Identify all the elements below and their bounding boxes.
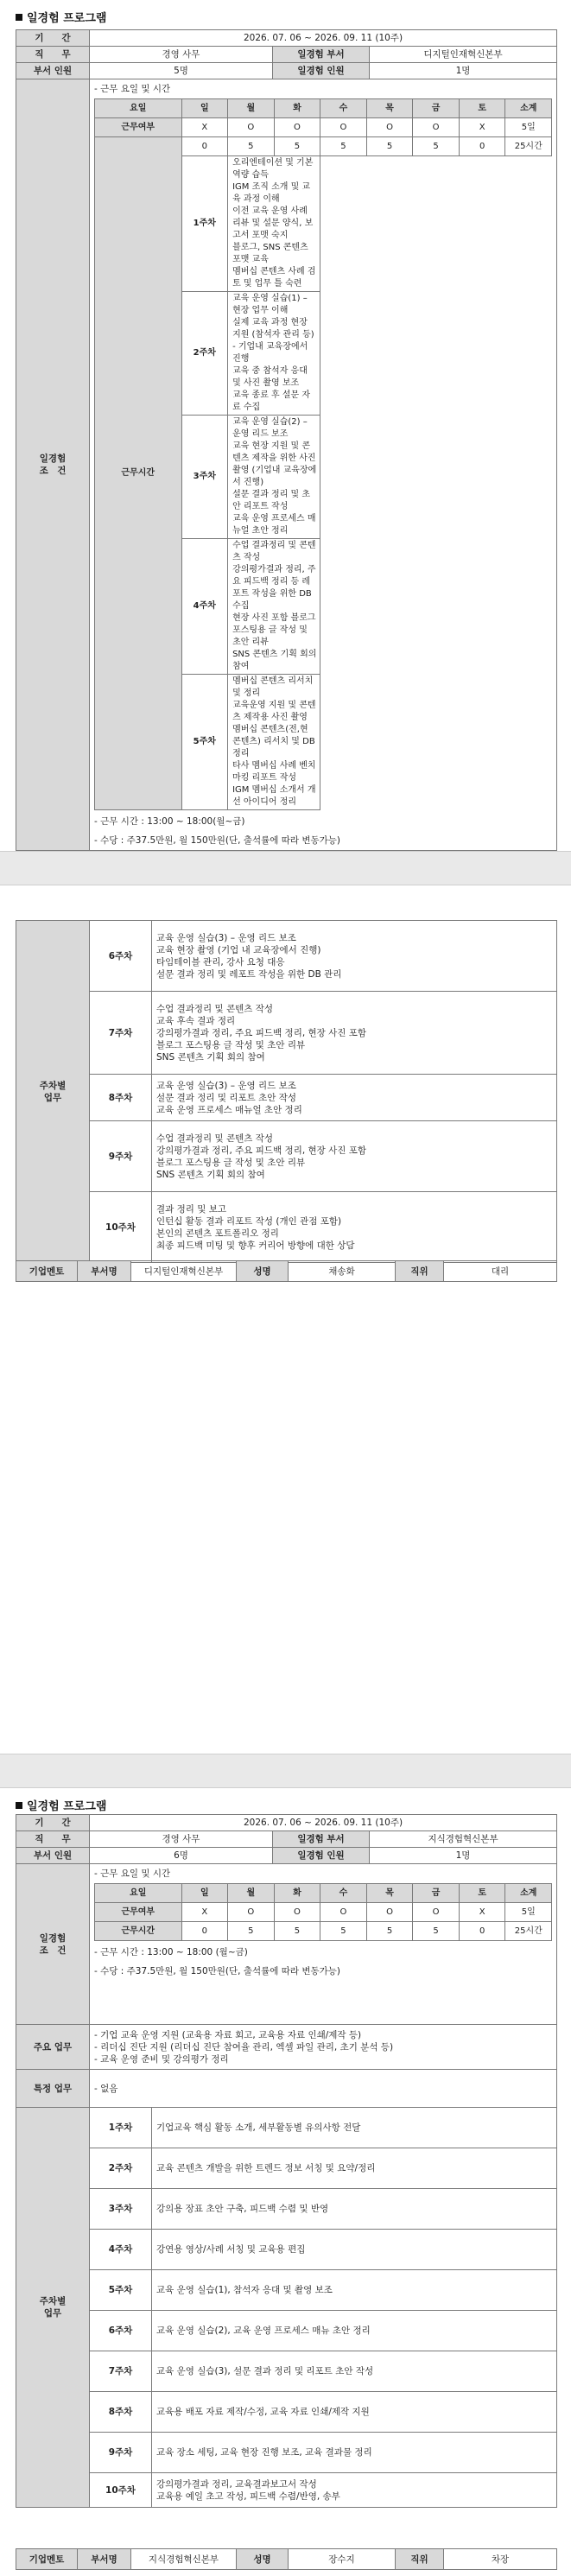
week-tasks <box>152 1192 557 1263</box>
schedule-row <box>95 1884 552 1903</box>
week-row <box>16 2351 557 2392</box>
week-row <box>16 2311 557 2351</box>
schedule-cell: 수 <box>320 99 367 118</box>
week-row <box>16 2392 557 2433</box>
mentor-table <box>16 1260 557 1282</box>
week-task: IGM 멤버십 소개서 개선 아이디어 정리 <box>232 785 316 807</box>
schedule-row <box>95 99 552 118</box>
week-task: 최종 피드백 미팅 및 향후 커리어 방향에 대한 상담 <box>156 1240 355 1251</box>
schedule-cell: 근무시간 <box>95 137 182 810</box>
schedule-cell: 일 <box>181 1884 228 1903</box>
job-value: 경영 사무 <box>90 47 273 63</box>
section-title: 일경험 프로그램 <box>16 9 106 25</box>
week-tasks <box>228 416 320 539</box>
week-task: 멤버십 콘텐츠(전,현 콘텐츠) 리서치 및 DB 정리 <box>232 725 315 758</box>
page-1 <box>0 0 571 851</box>
week-row <box>16 2230 557 2270</box>
week-row <box>16 2473 557 2508</box>
condition-heading: - 근무 요일 및 시간 <box>94 84 171 94</box>
condition-cell <box>90 1864 557 2025</box>
dept-label: 부서명 <box>78 1261 131 1282</box>
mentor-table <box>16 2548 557 2570</box>
week-label: 3주차 <box>181 416 228 539</box>
mentor-label: 기업멘토 <box>16 2549 78 2570</box>
week-row <box>16 1075 557 1121</box>
special-value: - 없음 <box>90 2070 557 2108</box>
schedule-cell: 월 <box>228 99 275 118</box>
name-value: 채송화 <box>289 1261 396 1282</box>
week-tasks <box>152 2351 557 2392</box>
main-duty-cell <box>90 2025 557 2070</box>
week-task: 설문 결과 정리 및 리포트 초안 작성 <box>156 1092 297 1103</box>
square-bullet-icon <box>16 14 22 21</box>
period-value: 2026. 07. 06 ~ 2026. 09. 11 (10주) <box>90 30 557 47</box>
week-tasks <box>228 539 320 675</box>
page-2 <box>0 885 571 1754</box>
schedule-cell: 근무여부 <box>95 118 182 137</box>
dept-label: 일경험 부서 <box>273 1831 370 1848</box>
program-table <box>16 29 557 957</box>
week-task: 타임테이블 관리, 강사 요청 대응 <box>156 956 285 968</box>
page-gap <box>0 1754 571 1788</box>
week-row <box>16 2433 557 2473</box>
period-label: 기 간 <box>16 30 90 47</box>
week-task: 교육 운영 실습(3) – 운영 리드 보조 <box>156 1080 296 1091</box>
week-task: 설문 결과 정리 및 초안 리포트 작성 <box>232 490 311 511</box>
week-label: 8주차 <box>90 2392 152 2433</box>
dept-label: 부서명 <box>78 2549 131 2570</box>
week-label: 2주차 <box>90 2148 152 2189</box>
name-label: 성명 <box>237 1261 289 1282</box>
period-value: 2026. 07. 06 ~ 2026. 09. 11 (10주) <box>90 1815 557 1831</box>
schedule-cell: O <box>274 118 320 137</box>
schedule-cell: 25시간 <box>505 1922 552 1941</box>
schedule-cell: O <box>228 1903 275 1922</box>
schedule-cell: 5 <box>274 137 320 156</box>
program-table <box>16 1814 557 2508</box>
schedule-cell: 금 <box>413 99 460 118</box>
schedule-cell: O <box>320 1903 367 1922</box>
week-task: 인턴십 활동 결과 리포트 작성 (개인 관점 포함) <box>156 1215 342 1227</box>
position-value: 대리 <box>444 1261 557 1282</box>
week-label: 4주차 <box>90 2230 152 2270</box>
schedule-cell: 목 <box>366 1884 413 1903</box>
schedule-cell: 토 <box>459 1884 505 1903</box>
week-task: 수업 결과정리 및 콘텐츠 작성 <box>156 1003 274 1014</box>
schedule-cell: 화 <box>274 1884 320 1903</box>
week-tasks <box>152 2148 557 2189</box>
schedule-cell: O <box>366 118 413 137</box>
schedule-cell: 요일 <box>95 99 182 118</box>
square-bullet-icon <box>16 1802 22 1809</box>
schedule-cell: 5일 <box>505 1903 552 1922</box>
week-label: 10주차 <box>90 1192 152 1263</box>
week-task: 교육 장소 세팅, 교육 현장 진행 보조, 교육 결과물 정리 <box>156 2447 372 2458</box>
week-label: 6주차 <box>90 2311 152 2351</box>
week-task: SNS 콘텐츠 기획 회의 참여 <box>232 650 317 671</box>
period-label: 기 간 <box>16 1815 90 1831</box>
week-row <box>16 1192 557 1263</box>
schedule-cell: 일 <box>181 99 228 118</box>
schedule-cell: 요일 <box>95 1884 182 1903</box>
main-duty-label: 주요 업무 <box>16 2025 90 2070</box>
allowance: - 수당 : 주37.5만원, 월 150만원(단, 출석률에 따라 변동가능) <box>94 835 341 846</box>
position-value: 차장 <box>444 2549 557 2570</box>
schedule-cell: 5 <box>228 1922 275 1941</box>
schedule-cell: 근무여부 <box>95 1903 182 1922</box>
schedule-cell: 25시간 <box>505 137 552 156</box>
week-row <box>16 2270 557 2311</box>
job-value: 경영 사무 <box>90 1831 273 1848</box>
schedule-cell: O <box>320 118 367 137</box>
schedule-row <box>95 137 552 156</box>
week-task: 결과 정리 및 보고 <box>156 1203 227 1215</box>
schedule-cell: X <box>459 118 505 137</box>
schedule-cell: 소계 <box>505 1884 552 1903</box>
week-tasks <box>152 2392 557 2433</box>
weekly-label: 주차별 업무 <box>16 2108 90 2508</box>
week-task: 교육용 예일 초고 작성, 피드백 수렴/반영, 송부 <box>156 2490 340 2502</box>
week-task: 교육 운영 실습(2) – 운영 리드 보조 <box>232 417 308 439</box>
week-tasks <box>152 2189 557 2230</box>
week-label: 7주차 <box>90 992 152 1075</box>
schedule-cell: 5 <box>366 1922 413 1941</box>
schedule-cell: X <box>459 1903 505 1922</box>
week-label: 8주차 <box>90 1075 152 1121</box>
ppl-value: 1명 <box>370 63 557 79</box>
week-tasks <box>152 2433 557 2473</box>
schedule-cell: 5 <box>413 1922 460 1941</box>
ppl-label: 일경험 인원 <box>273 1848 370 1864</box>
week-task: 현장 사진 포함 블로그 포스팅용 글 작성 및 초안 리뷰 <box>232 613 316 647</box>
schedule-cell: 0 <box>181 1922 228 1941</box>
week-task: 교육 콘텐츠 개발을 위한 트렌드 정보 서칭 및 요약/정리 <box>156 2163 376 2173</box>
week-task: 강의평가결과 정리, 주요 피드백 정리, 현장 사진 포함 <box>156 1027 367 1038</box>
week-tasks <box>228 292 320 416</box>
page-gap <box>0 851 571 885</box>
schedule-cell: 화 <box>274 99 320 118</box>
condition-label: 일경험 조 건 <box>16 1864 90 2025</box>
staff-value: 6명 <box>90 1848 273 1864</box>
schedule-cell: 5 <box>274 1922 320 1941</box>
dept-value: 디지털인재혁신본부 <box>370 47 557 63</box>
week-task: 교육 현장 지원 및 콘텐츠 제작을 위한 사진 촬영 (기업내 교육장에서 진행) <box>232 441 317 487</box>
dept-value: 지식경험혁신본부 <box>370 1831 557 1848</box>
week-row <box>16 2108 557 2148</box>
main-duty-1: - 기업 교육 운영 지원 (교육용 자료 회고, 교육용 자료 인쇄/제작 등) <box>94 2029 362 2040</box>
week-task: SNS 콘텐츠 기획 회의 참여 <box>156 1169 265 1180</box>
week-row <box>16 992 557 1075</box>
schedule-cell: O <box>228 118 275 137</box>
week-task: 블로그 포스팅용 글 작성 및 초안 리뷰 <box>156 1039 306 1050</box>
week-task: 강의평가결과 정리, 주요 피드백 정리, 현장 사진 포함 <box>156 1145 367 1156</box>
schedule-row <box>95 118 552 137</box>
schedule-cell: X <box>181 1903 228 1922</box>
week-label: 9주차 <box>90 1121 152 1192</box>
week-tasks <box>152 2270 557 2311</box>
week-task: 교육 종료 후 설문 자료 수집 <box>232 390 311 412</box>
week-label: 1주차 <box>181 156 228 292</box>
week-task: 블로그, SNS 콘텐츠 포맷 교육 <box>232 243 308 264</box>
schedule-table <box>94 1883 552 1941</box>
week-tasks <box>152 992 557 1075</box>
week-tasks <box>152 2311 557 2351</box>
week-label: 5주차 <box>90 2270 152 2311</box>
staff-value: 5명 <box>90 63 273 79</box>
week-task: 멤버십 콘텐츠 사례 검토 및 업무 틀 숙련 <box>232 267 316 289</box>
week-tasks <box>228 156 320 292</box>
week-tasks <box>152 2230 557 2270</box>
dept-value: 지식경험혁신본부 <box>131 2549 237 2570</box>
position-label: 직위 <box>396 2549 444 2570</box>
schedule-cell: O <box>413 118 460 137</box>
week-task: SNS 콘텐츠 기획 회의 참여 <box>156 1051 265 1063</box>
week-task: 교육 운영 실습(1) – 현장 업무 이해 <box>232 294 308 315</box>
schedule-table <box>94 98 552 810</box>
week-task: 강의평가결과 정리, 교육결과보고서 작성 <box>156 2478 317 2490</box>
staff-label: 부서 인원 <box>16 1848 90 1864</box>
week-task: 설문 결과 정리 및 레포트 작성을 위한 DB 관리 <box>156 968 342 980</box>
week-tasks <box>152 921 557 992</box>
week-tasks <box>228 675 320 810</box>
week-tasks <box>152 1121 557 1192</box>
name-label: 성명 <box>237 2549 289 2570</box>
week-task: 교육 운영 실습(3), 설문 결과 정리 및 리포트 초안 작성 <box>156 2366 374 2376</box>
schedule-cell: O <box>274 1903 320 1922</box>
week-task: 교육 운영 실습(2), 교육 운영 프로세스 매뉴 초안 정리 <box>156 2325 371 2336</box>
schedule-cell: 5 <box>320 1922 367 1941</box>
week-label: 3주차 <box>90 2189 152 2230</box>
week-task: 멤버십 콘텐츠 리서치 및 정리 <box>232 676 314 698</box>
section-title: 일경험 프로그램 <box>16 1797 106 1813</box>
main-duty-3: - 교육 운영 준비 및 강의평가 정리 <box>94 2053 229 2065</box>
week-task: 교육 운영 프로세스 매뉴얼 초안 정리 <box>156 1104 302 1115</box>
condition-heading: - 근무 요일 및 시간 <box>94 1869 171 1879</box>
schedule-cell: 5 <box>320 137 367 156</box>
week-tasks <box>152 2108 557 2148</box>
week-row <box>16 2189 557 2230</box>
week-task: 오리엔테이션 및 기본 역량 습득 <box>232 158 314 180</box>
work-hours: - 근무 시간 : 13:00 ~ 18:00(월~금) <box>94 816 245 827</box>
schedule-cell: 근무시간 <box>95 1922 182 1941</box>
schedule-cell: 0 <box>459 137 505 156</box>
schedule-cell: 금 <box>413 1884 460 1903</box>
week-label: 1주차 <box>90 2108 152 2148</box>
week-task: 강의용 장표 초안 구축, 피드백 수렴 및 반영 <box>156 2204 329 2214</box>
position-label: 직위 <box>396 1261 444 1282</box>
staff-label: 부서 인원 <box>16 63 90 79</box>
week-label: 2주차 <box>181 292 228 416</box>
week-label: 9주차 <box>90 2433 152 2473</box>
main-duty-2: - 리더십 진단 지원 (리더십 진단 참여율 관리, 엑셀 파일 관리, 초기 분석 등) <box>94 2041 394 2053</box>
job-label: 직 무 <box>16 47 90 63</box>
week-task: 교육운영 지원 및 콘텐츠 제작용 사진 촬영 <box>232 701 316 722</box>
allowance: - 수당 : 주37.5만원, 월 150만원(단, 출석률에 따라 변동가능) <box>94 1966 341 1976</box>
week-task: 교육 운영 실습(3) – 운영 리드 보조 <box>156 932 296 943</box>
special-label: 특정 업무 <box>16 2070 90 2108</box>
week-label: 5주차 <box>181 675 228 810</box>
week-label: 4주차 <box>181 539 228 675</box>
schedule-cell: 0 <box>459 1922 505 1941</box>
week-task: 교육용 배포 자료 제작/수정, 교육 자료 인쇄/제작 지원 <box>156 2407 370 2417</box>
schedule-cell: 5 <box>413 137 460 156</box>
week-task: 실제 교육 과정 현장 지원 (참석자 관리 등) - 기업내 교육장에서 진행 <box>232 318 314 364</box>
week-task: 교육 후속 결과 정리 <box>156 1015 236 1026</box>
schedule-cell: 목 <box>366 99 413 118</box>
schedule-cell: X <box>181 118 228 137</box>
dept-value: 디지털인재혁신본부 <box>131 1261 237 1282</box>
week-row <box>16 1121 557 1192</box>
condition-label: 일경험 조 건 <box>16 79 90 851</box>
schedule-cell: 월 <box>228 1884 275 1903</box>
week-task: 교육 운영 프로세스 매뉴얼 초안 정리 <box>232 514 316 536</box>
week-task: 타사 멤버십 사례 벤치마킹 리포트 작성 <box>232 761 316 783</box>
ppl-value: 1명 <box>370 1848 557 1864</box>
mentor-label: 기업멘토 <box>16 1261 78 1282</box>
schedule-cell: 토 <box>459 99 505 118</box>
schedule-cell: 수 <box>320 1884 367 1903</box>
week-task: 기업교육 핵심 활동 소개, 세부활동별 유의사항 전달 <box>156 2122 361 2133</box>
week-task: 강의평가결과 정리, 주요 피드백 정리 등 레포트 작성을 위한 DB수집 <box>232 565 316 611</box>
schedule-row <box>95 1922 552 1941</box>
week-task: IGM 조직 소개 및 교육 과정 이해 <box>232 182 311 204</box>
week-row <box>16 2148 557 2189</box>
schedule-cell: 0 <box>181 137 228 156</box>
name-value: 장수지 <box>289 2549 396 2570</box>
condition-cell <box>90 79 557 851</box>
week-task: 수업 결과정리 및 콘텐츠 작성 <box>232 541 316 562</box>
week-label: 6주차 <box>90 921 152 992</box>
schedule-cell: 5 <box>366 137 413 156</box>
week-tasks <box>152 2473 557 2508</box>
work-hours: - 근무 시간 : 13:00 ~ 18:00 (월~금) <box>94 1947 248 1957</box>
week-task: 본인의 콘텐츠 포트폴리오 정리 <box>156 1228 279 1239</box>
week-task: 교육 운영 실습(1), 참석자 응대 및 촬영 보조 <box>156 2285 333 2295</box>
week-row <box>16 921 557 992</box>
page-3 <box>0 1788 571 2576</box>
dept-label: 일경험 부서 <box>273 47 370 63</box>
schedule-row <box>95 1903 552 1922</box>
schedule-cell: O <box>413 1903 460 1922</box>
schedule-cell: 5 <box>228 137 275 156</box>
week-task: 이전 교육 운영 사례 리뷰 및 설문 양식, 보고서 포맷 숙지 <box>232 206 314 240</box>
week-tasks <box>152 1075 557 1121</box>
week-task: 수업 결과정리 및 콘텐츠 작성 <box>156 1133 274 1144</box>
schedule-cell: 5일 <box>505 118 552 137</box>
schedule-cell: O <box>366 1903 413 1922</box>
week-task: 교육 현장 촬영 (기업 내 교육장에서 진행) <box>156 944 321 955</box>
week-task: 교육 중 참석자 응대 및 사진 촬영 보조 <box>232 366 308 388</box>
week-label: 7주차 <box>90 2351 152 2392</box>
weekly-label: 주차별 업무 <box>16 921 90 1263</box>
week-label: 10주차 <box>90 2473 152 2508</box>
ppl-label: 일경험 인원 <box>273 63 370 79</box>
schedule-cell: 소계 <box>505 99 552 118</box>
job-label: 직 무 <box>16 1831 90 1848</box>
week-task: 강연용 영상/사례 서칭 및 교육용 편집 <box>156 2244 306 2255</box>
weekly-table-2 <box>16 920 557 1263</box>
week-task: 블로그 포스팅용 글 작성 및 초안 리뷰 <box>156 1157 306 1168</box>
